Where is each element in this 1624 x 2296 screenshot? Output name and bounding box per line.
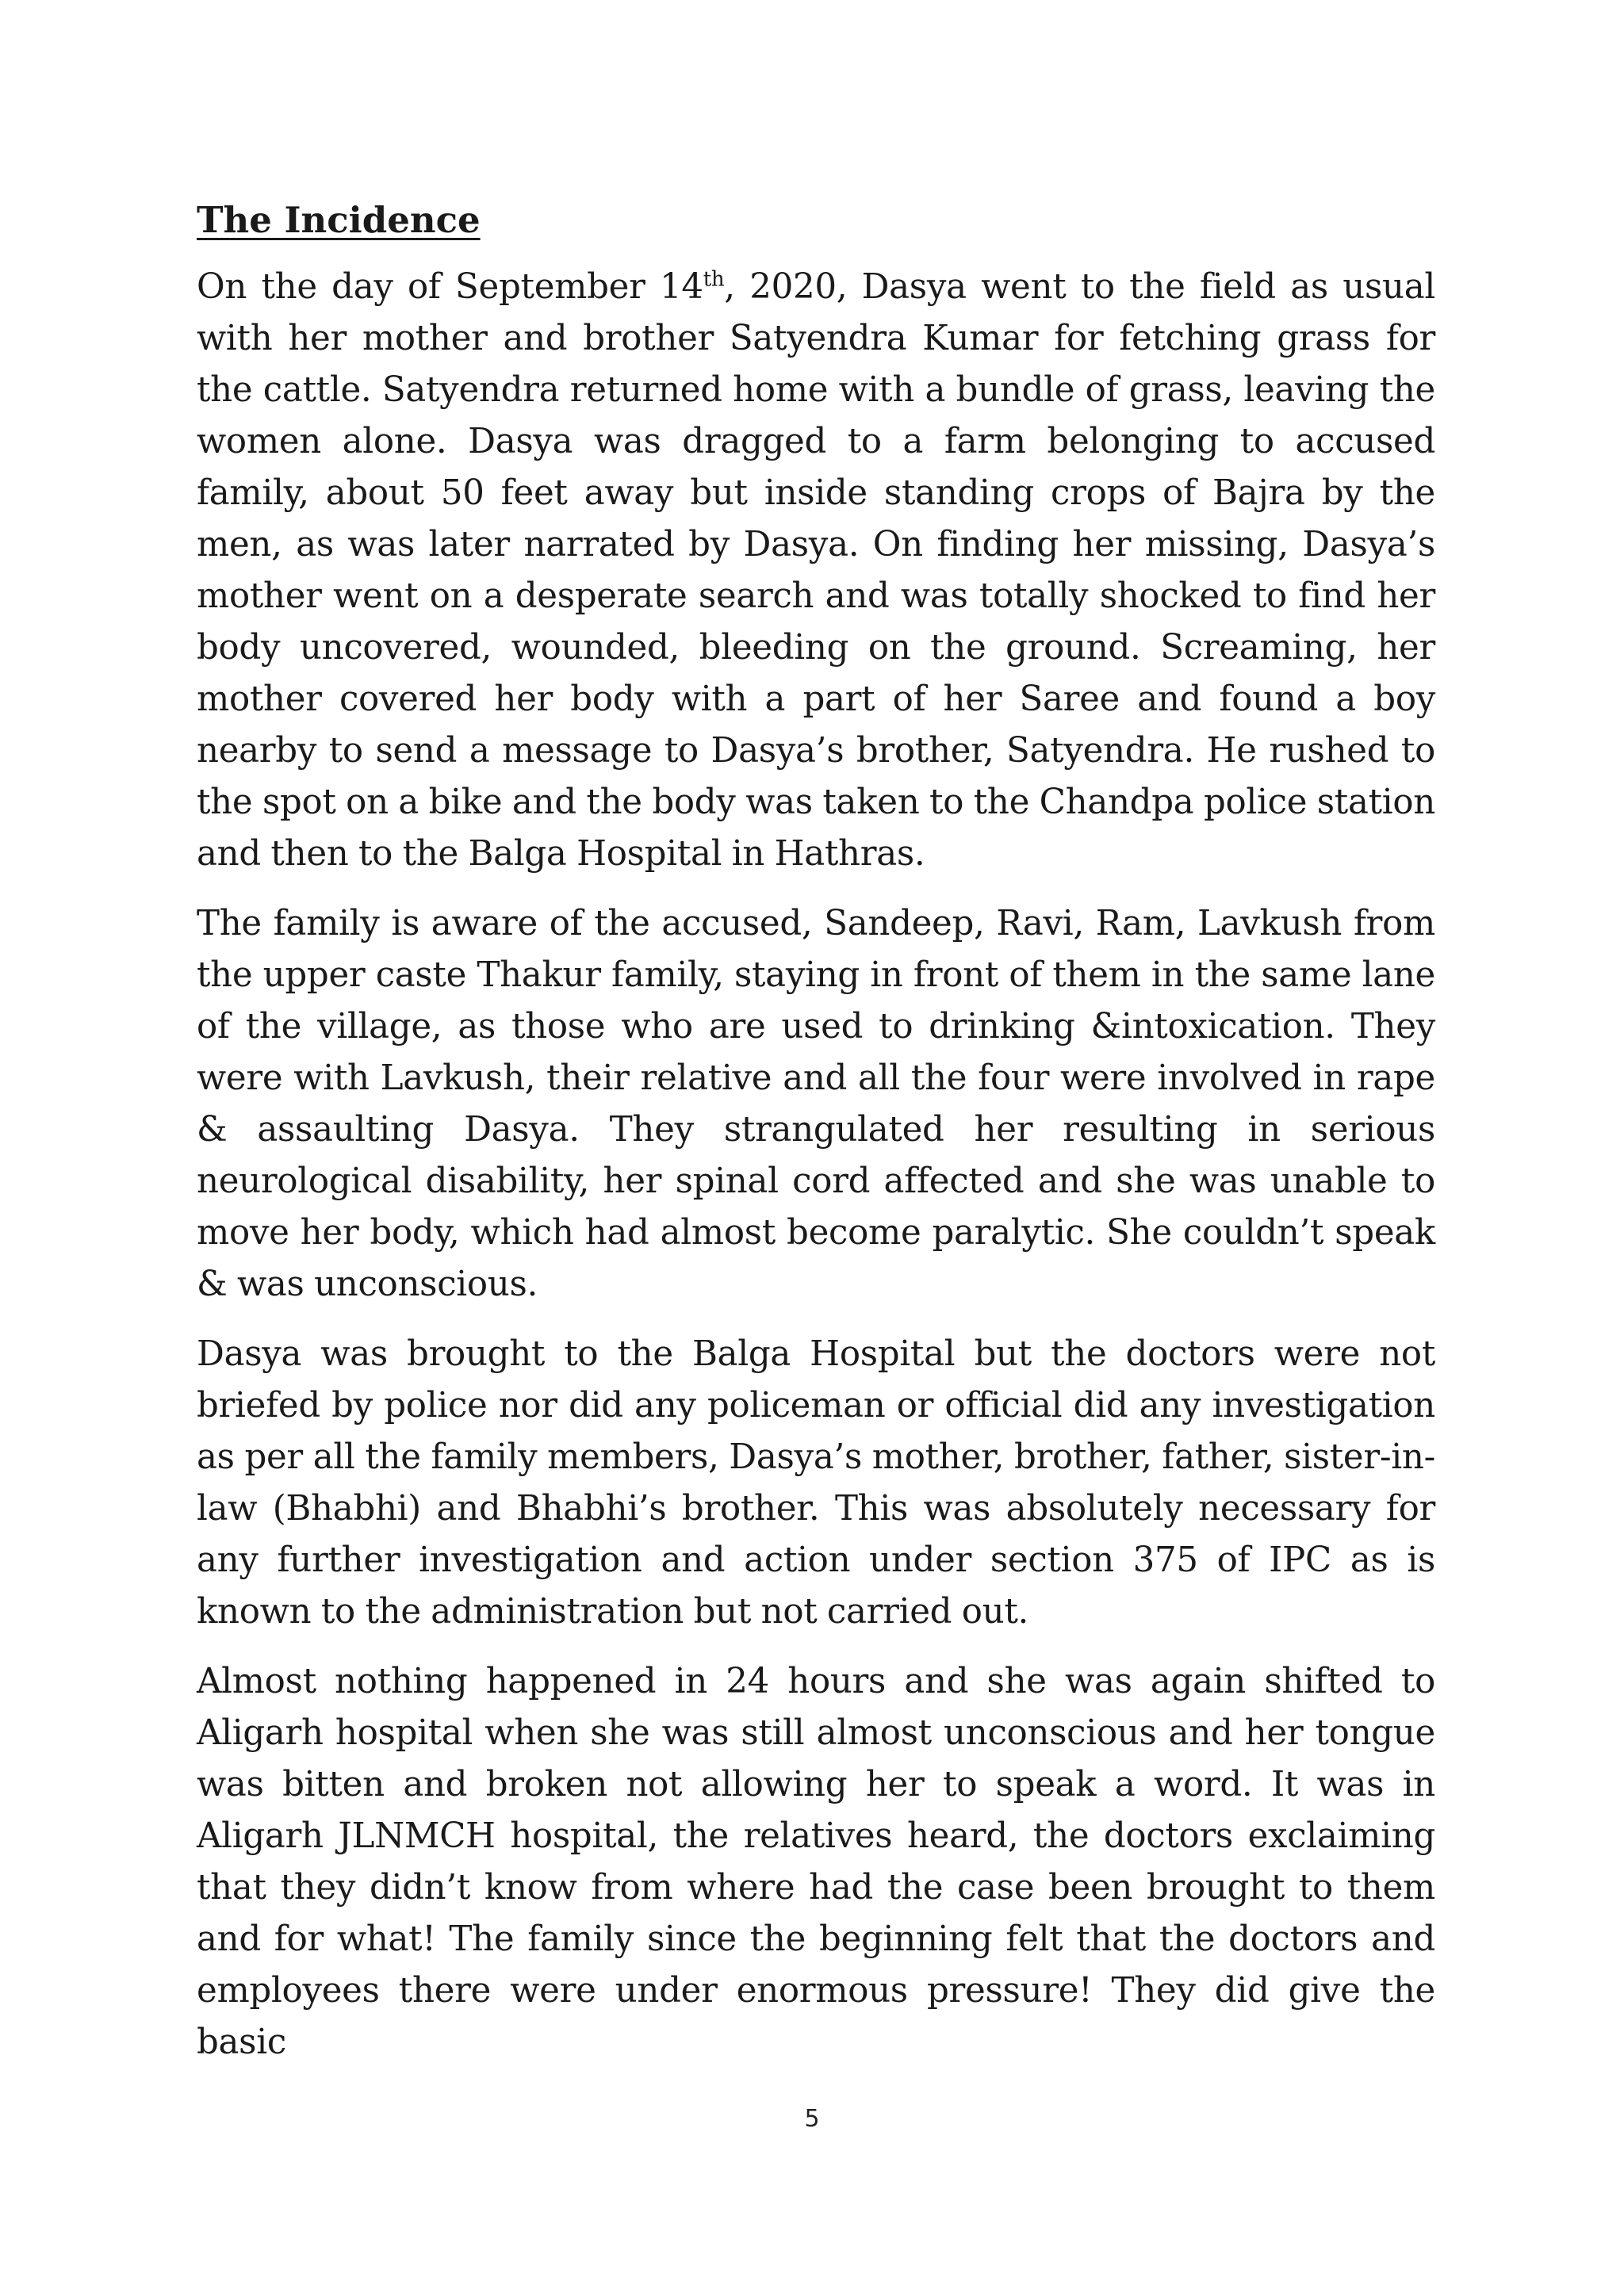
ordinal-superscript: th — [703, 267, 725, 292]
paragraph-accused: The family is aware of the accused, Sandeep, Ravi, Ram, Lavkush from the upper caste Thakur family, staying in front of them in the same lane of the village, as those who are used to drinking &intoxication. They were with Lavkush, their relative and all the four were involved in rape & assaulting Dasya. They strangulated her resulting in serious neurological disability, her spinal cord affected and she was unable to move her body, which had almost become paralytic. She couldn’t speak & was unconscious. — [197, 904, 1435, 1304]
section-heading: The Incidence — [197, 199, 481, 241]
page-number: 5 — [804, 2105, 820, 2133]
paragraph-balga-hospital: Dasya was brought to the Balga Hospital but the doctors were not briefed by police nor did any policeman or official did any investigation as per all the family members, Dasya’s mother, brother, father, sister-in-law (Bhabhi) and Bhabhi’s brother. This was absolutely necessary for any further investigation and action under section 375 of IPC as is known to the administration but not carried out. — [197, 1334, 1435, 1632]
page-content — [197, 193, 1435, 2087]
paragraph-aligarh-hospital: Almost nothing happened in 24 hours and she was again shifted to Aligarh hospital when she was still almost unconscious and her tongue was bitten and broken not allowing her to speak a word. It was in Aligarh JLNMCH hospital, the relatives heard, the doctors exclaiming that they didn’t know from where had the case been brought to them and for what! The family since the beginning felt that the doctors and employees there were under enormous pressure! They did give the basic — [197, 1662, 1435, 2062]
paragraph-1-text-end: , 2020, Dasya went to the field as usual with her mother and brother Satyendra Kumar for fetching grass for the cattle. Satyendra returned home with a bundle of grass, leaving the women alone. Dasya was dragged to a farm belonging to accused family, about 50 feet away but inside standing crops of Bajra by the men, as was later narrated by Dasya. On finding her missing, Dasya’s mother went on a desperate search and was totally shocked to find her body uncovered, wounded, bleeding on the ground. Screaming, her mother covered her body with a part of her Saree and found a boy nearby to send a message to Dasya’s brother, Satyendra. He rushed to the spot on a bike and the body was taken to the Chandpa police station and then to the Balga Hospital in Hathras. — [197, 267, 1435, 874]
paragraph-incident-day — [197, 262, 1435, 880]
paragraph-1-text-start: On the day of September 14 — [197, 267, 703, 307]
